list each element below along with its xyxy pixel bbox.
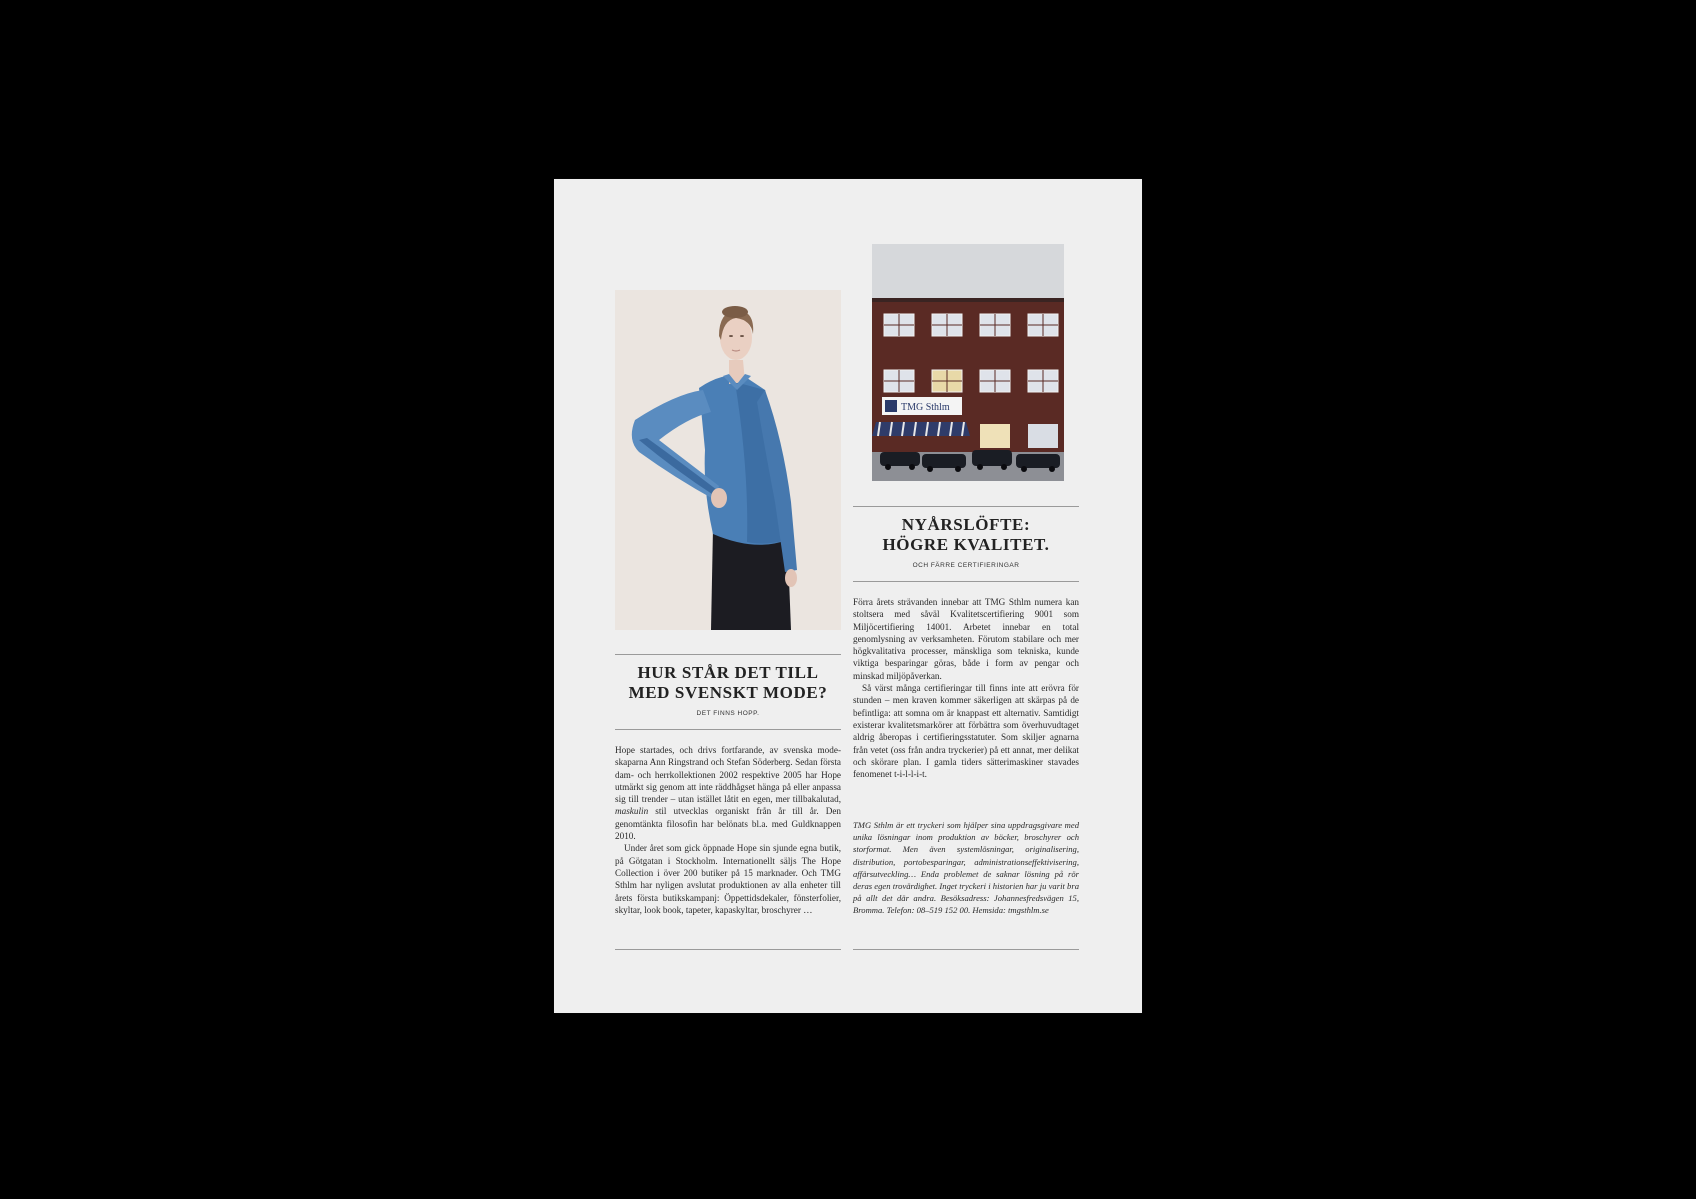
left-headline-line2: MED SVENSKT MODE? — [628, 683, 828, 702]
left-body-text — [615, 744, 841, 916]
model-photo — [615, 290, 841, 630]
right-paragraph-1: Förra årets strävanden innebar att TMG Sthlm numera kan stoltsera med såväl Kvalitetscertifiering 9001 som Miljöcertifiering 14001. Arbetet innebar en total genomlysning av verksamheten. Förutom stabilare och mer högkvalitativa processer, mänskliga som tekniska, kunde viktiga besparingar göras, både i form av pengar och minskad miljöpåverkan. — [853, 597, 1079, 681]
left-headline-rule-top — [615, 654, 841, 655]
printed-sheet — [554, 179, 1142, 1013]
left-headline — [615, 663, 841, 703]
right-body-text — [853, 596, 1079, 780]
left-bottom-rule — [615, 949, 841, 950]
right-headline-line2: HÖGRE KVALITET. — [882, 535, 1050, 554]
left-headline-line1: HUR STÅR DET TILL — [637, 663, 819, 682]
svg-text:TMG Sthlm: TMG Sthlm — [901, 402, 950, 413]
right-headline-line1: NYÅRSLÖFTE: — [901, 515, 1031, 534]
left-paragraph-1: Hope startades, och drivs fortfarande, av svenska modeskaparna Ann Ringstrand och Stefan Söderberg. Sedan första dam- och herrkollektionen 2002 respektive 2005 har Hope utmärkt sig genom att inte räddhågset hänga på eller anpassa sig till trender – utan istället låtit en egen, mer tillbakalutad, maskulin stil utvecklas organiskt från år till år. Den genomtänkta filosofin har belönats bl.a. med Guldknappen 2010. — [615, 745, 841, 842]
right-paragraph-2: Så värst många certifieringar till finns inte att erövra för stunden – men kraven kommer säkerligen att skärpas på de befintliga: att somna om är knappast ett alternativ. Samtidigt existerar kvalitetsmarkörer att förbättra som överhuvudtaget aldrig åberopas i certifieringsstatuter. Som skiljer agnarna från vetet (oss från andra tryckerier) på ett annat, mer delikat och skörare plan. I gamla tiders sätterimaskiner stavades fenomenet t-i-l-l-i-t. — [853, 683, 1079, 780]
right-headline-rule-bottom — [853, 581, 1079, 582]
left-kicker: DET FINNS HOPP. — [696, 710, 760, 717]
right-bottom-rule — [853, 949, 1079, 950]
right-kicker: OCH FÄRRE CERTIFIERINGAR — [912, 562, 1020, 569]
left-headline-rule-bottom — [615, 729, 841, 730]
building-photo — [872, 244, 1064, 481]
right-italic-paragraph: TMG Sthlm är ett tryckeri som hjälper sina uppdragsgivare med unika lösningar inom produktion av böcker, broschyrer och storformat. Men även systemlösningar, originalisering, distribution, portobesparingar, administrationseffektivisering, affärsutveckling… Enda problemet de saknar lösning på rör deras egen trovärdighet. Inget tryckeri i historien har ju varit bra på allt det där andra. Besöksadress: Johannesfredsvägen 15, Bromma. Telefon: 08–519 152 00. Hemsida: tmgsthlm.se — [853, 820, 1079, 916]
left-paragraph-2: Under året som gick öppnade Hope sin sjunde egna butik, på Götgatan i Stockholm. Internationellt säljs The Hope Collection i över 200 butiker på 15 marknader. Och TMG Sthlm har nyligen avslutat produktionen av alla enheter till årets första butikskampanj: Öppettidsdekaler, fönsterfolier, skyltar, look book, tapeter, kapaskyltar, broschyrer … — [615, 843, 841, 915]
right-headline-rule-top — [853, 506, 1079, 507]
emphasis-maskulin: maskulin — [615, 806, 649, 817]
right-headline — [853, 515, 1079, 555]
